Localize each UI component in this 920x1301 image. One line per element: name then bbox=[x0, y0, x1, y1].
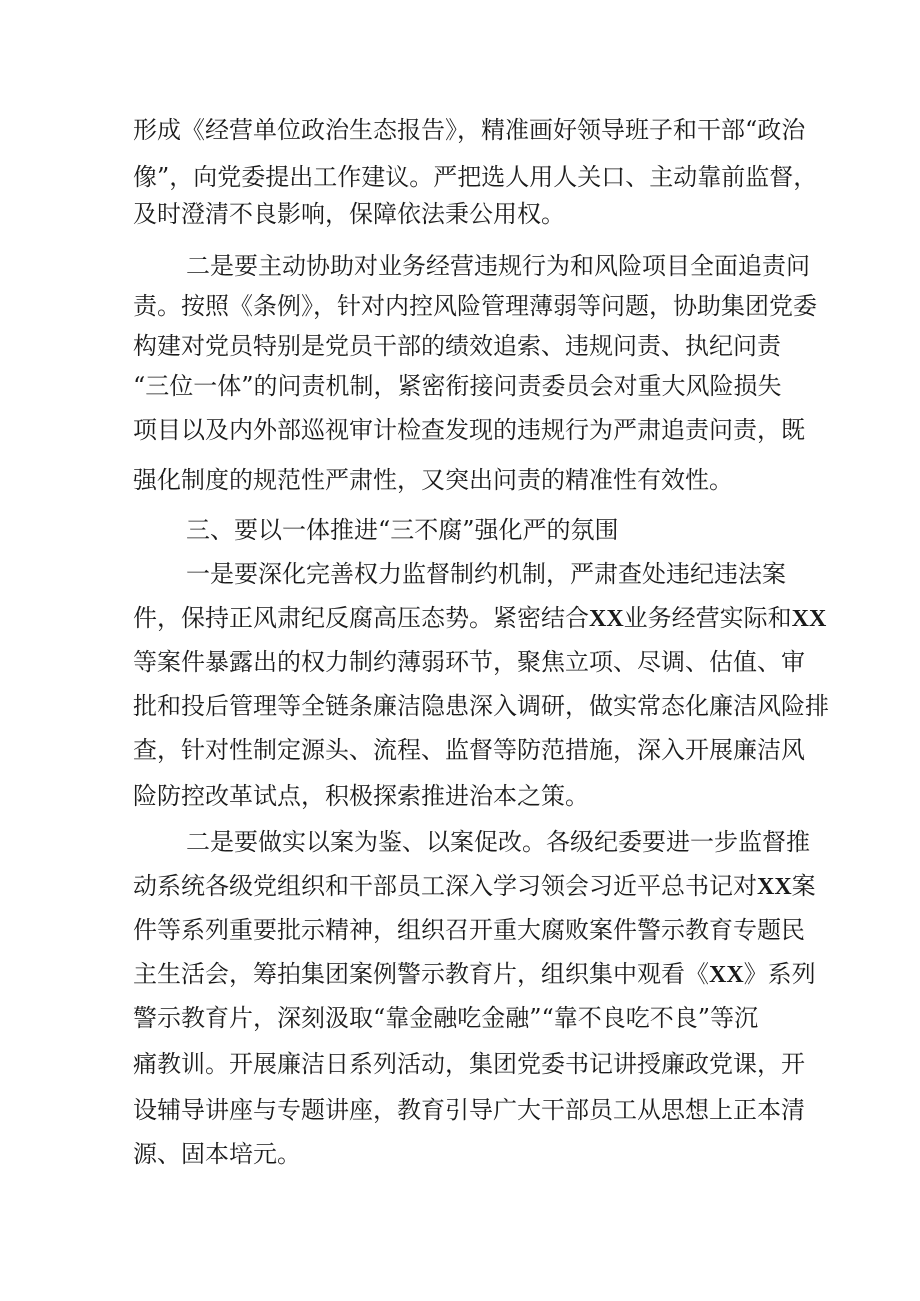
text-line: 痛教训。开展廉洁日系列活动，集团党委书记讲授廉政党课，开 bbox=[133, 1050, 805, 1078]
paragraph-first-line: 二是要做实以案为鉴、以案促改。各级纪委要进一步监督推 bbox=[186, 828, 810, 856]
placeholder-text: XX bbox=[791, 606, 827, 632]
text-line: 设辅导讲座与专题讲座，教育引导广大干部员工从思想上正本清 bbox=[133, 1096, 805, 1124]
placeholder-text: XX bbox=[709, 962, 744, 988]
text-line: 形成《经营单位政治生态报告》，精准画好领导班子和干部“政治 bbox=[133, 116, 806, 144]
text-line: “三位一体”的问责机制，紧密衔接问责委员会对重大风险损失 bbox=[133, 372, 782, 400]
text-line: 批和投后管理等全链条廉洁隐患深入调研，做实常态化廉洁风险排 bbox=[133, 692, 829, 720]
text-line: 等案件暴露出的权力制约薄弱环节，聚焦立项、尽调、估值、审 bbox=[133, 648, 805, 676]
text-line: 源、固本培元。 bbox=[133, 1140, 301, 1168]
text-line: 件等系列重要批示精神，组织召开重大腐败案件警示教育专题民 bbox=[133, 916, 805, 944]
paragraph-first-line: 一是要深化完善权力监督制约机制，严肃查处违纪违法案 bbox=[186, 560, 786, 588]
text-line: 及时澄清不良影响，保障依法秉公用权。 bbox=[133, 200, 565, 228]
text-line: 查，针对性制定源头、流程、监督等防范措施，深入开展廉洁风 bbox=[133, 736, 805, 764]
text-line: 险防控改革试点，积极探索推进治本之策。 bbox=[133, 782, 589, 810]
text-line: 动系统各级党组织和干部员工深入学习领会习近平总书记对XX案 bbox=[133, 872, 816, 900]
text-line: 件，保持正风肃纪反腐高压态势。紧密结合XX业务经营实际和XX bbox=[133, 604, 827, 632]
text-line: 像”，向党委提出工作建议。严把选人用人关口、主动靠前监督， bbox=[133, 163, 818, 191]
text-line: 项目以及内外部巡视审计检查发现的违规行为严肃追责问责，既 bbox=[133, 416, 805, 444]
text-line: 警示教育片，深刻汲取“靠金融吃金融”“靠不良吃不良”等沉 bbox=[133, 1004, 759, 1032]
placeholder-text: XX bbox=[589, 606, 624, 632]
text-line: 强化制度的规范性严肃性，又突出问责的精准性有效性。 bbox=[133, 466, 733, 494]
text-line: 责。按照《条例》，针对内控风险管理薄弱等问题，协助集团党委 bbox=[133, 292, 817, 320]
text-line: 构建对党员特别是党员干部的绩效追索、违规问责、执纪问责 bbox=[133, 332, 781, 360]
text-line: 主生活会，筹拍集团案例警示教育片，组织集中观看《XX》系列 bbox=[133, 960, 816, 988]
section-heading: 三、要以一体推进“三不腐”强化严的氛围 bbox=[186, 516, 619, 544]
paragraph-first-line: 二是要主动协助对业务经营违规行为和风险项目全面追责问 bbox=[186, 252, 810, 280]
placeholder-text: XX bbox=[757, 874, 792, 900]
